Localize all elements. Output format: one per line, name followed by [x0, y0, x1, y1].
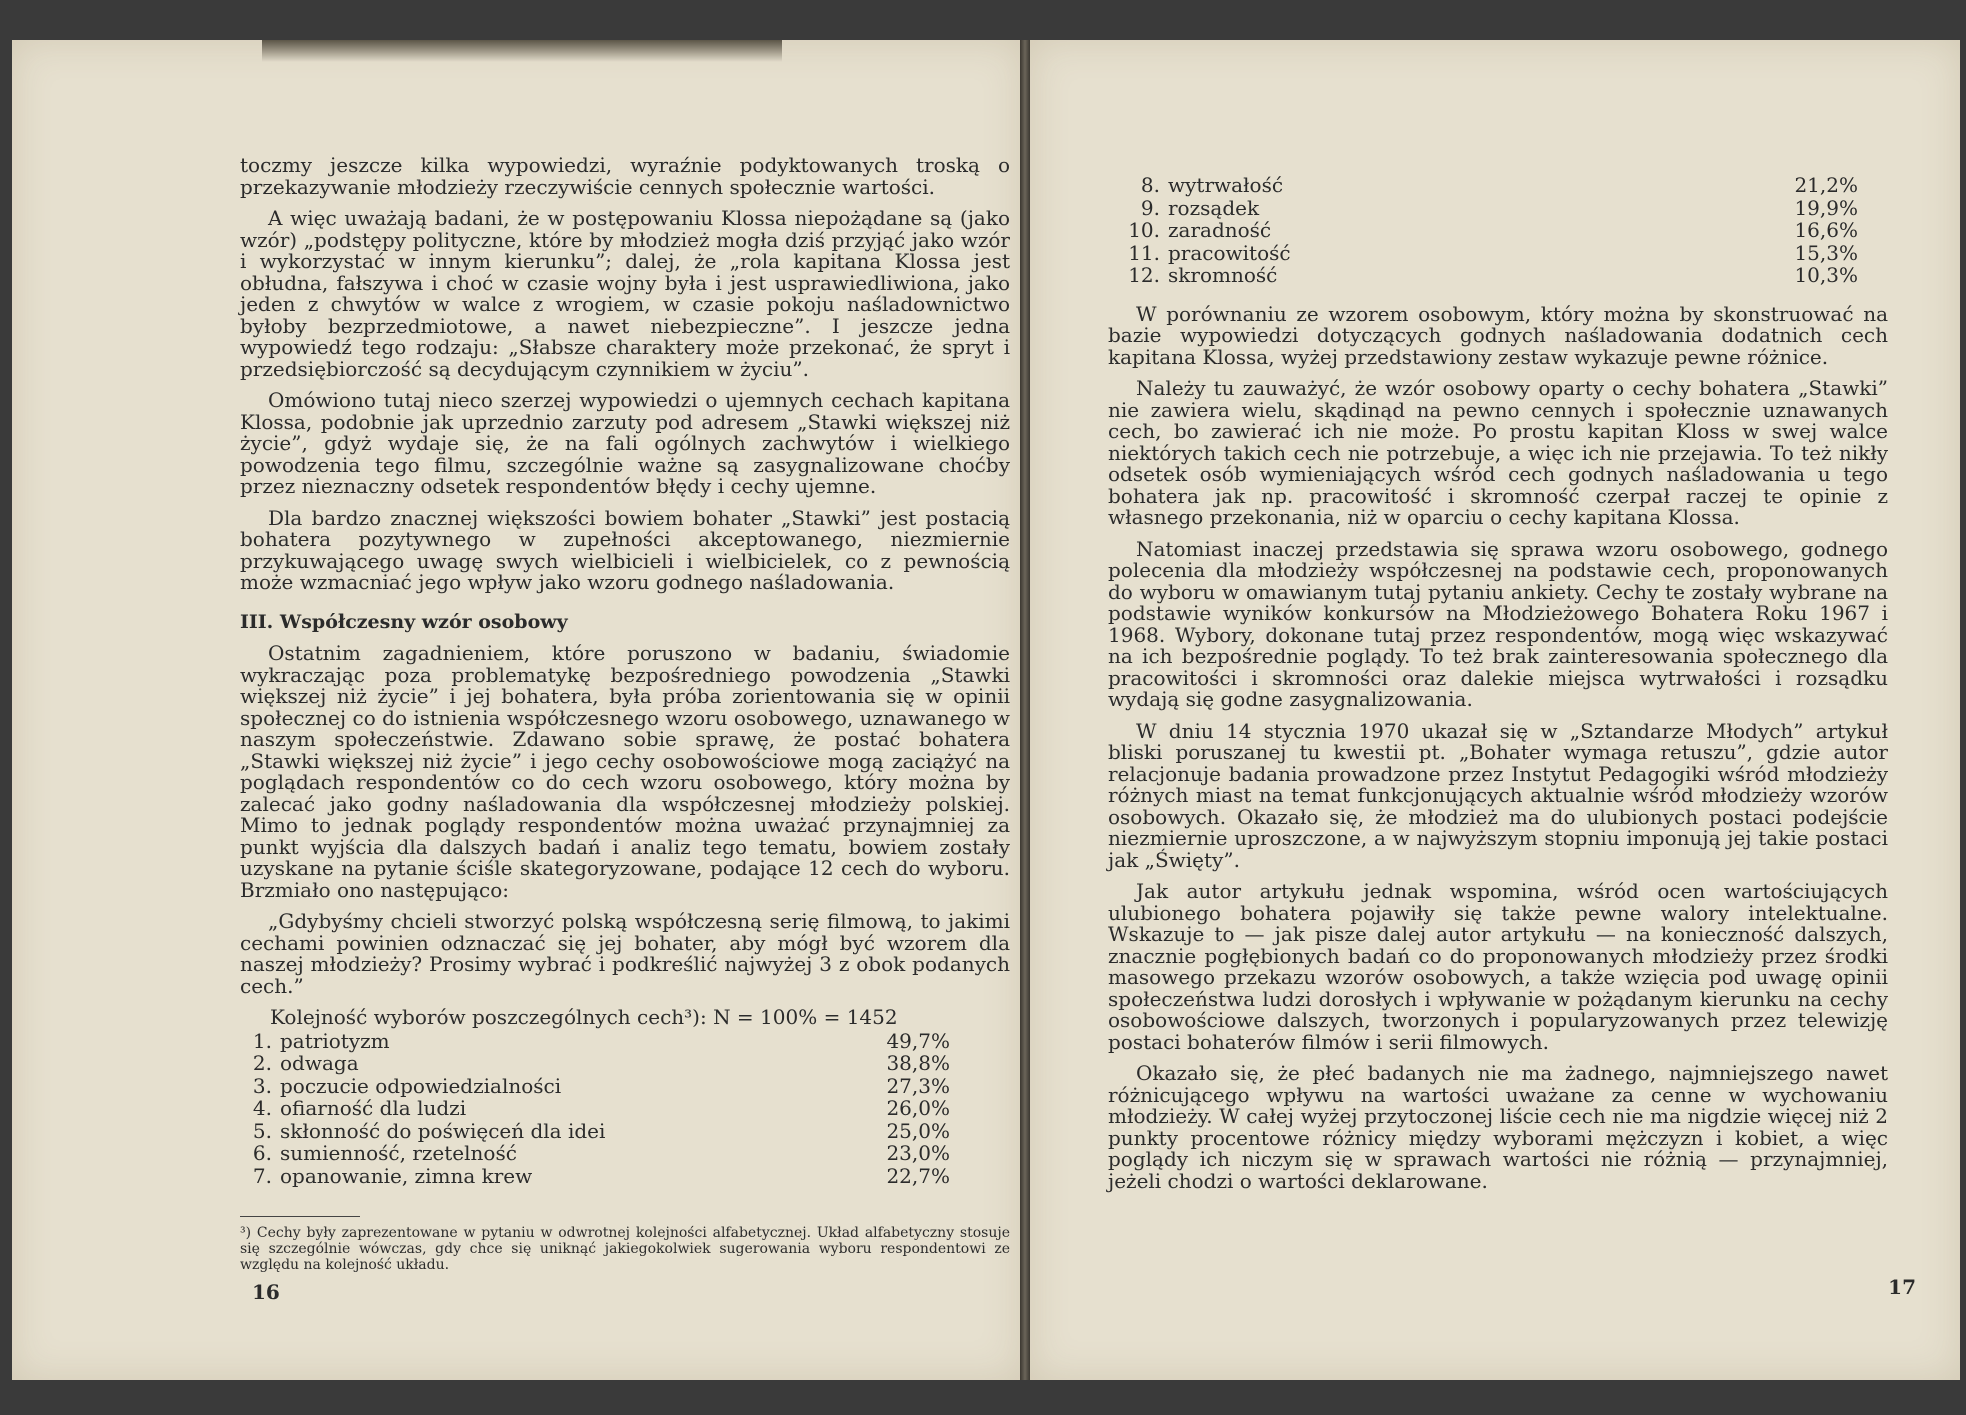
table-row — [240, 1053, 950, 1076]
survey-question: „Gdybyśmy chcieli stworzyć polską współczesną serię filmową, to jakimi cechami powinien odznaczać się jej bohater, aby mógł być wzorem dla naszej młodzieży? Prosimy wybrać i podkreślić najwyżej 3 z obok podanych cech.” — [240, 909, 1010, 998]
table-row — [1128, 220, 1858, 243]
trait-name: skromność — [1168, 263, 1278, 287]
trait-number: 12. — [1128, 263, 1160, 287]
trait-percent: 38,8% — [886, 1051, 950, 1075]
trait-percent: 16,6% — [1794, 218, 1858, 242]
trait-number: 11. — [1128, 240, 1160, 265]
footnote-divider — [240, 1216, 360, 1217]
right-text-column — [1108, 175, 1888, 1202]
trait-name: zaradność — [1168, 218, 1272, 242]
trait-percent: 23,0% — [886, 1141, 950, 1165]
table-row — [240, 1143, 950, 1166]
paragraph: W porównaniu ze wzorem osobowym, który można by skonstruować na bazie wypowiedzi dotyczących godnych naśladowania dodatnich cech kapitana Klossa, wyżej przedstawiony zestaw wykazuje pewne różnice. — [1108, 301, 1888, 369]
trait-number: 1. — [252, 1028, 272, 1053]
paragraph: toczmy jeszcze kilka wypowiedzi, wyraźnie podyktowanych troską o przekazywanie młodzieży rzeczywiście cennych społecznie wartości. — [240, 153, 1010, 199]
trait-percent: 27,3% — [886, 1073, 950, 1098]
book-spine — [1020, 40, 1030, 1380]
trait-number: 5. — [252, 1118, 272, 1143]
trait-number: 4. — [252, 1096, 272, 1120]
table-row — [240, 1031, 950, 1054]
trait-percent: 49,7% — [886, 1028, 950, 1053]
page-number: 16 — [252, 1280, 280, 1304]
trait-number: 10. — [1128, 218, 1160, 242]
table-row — [240, 1098, 950, 1121]
order-line: Kolejność wyborów poszczególnych cech³): N = 100% = 1452 — [270, 1005, 898, 1029]
trait-table — [240, 1028, 950, 1189]
trait-name: patriotyzm — [280, 1028, 390, 1053]
table-row — [240, 1166, 950, 1189]
trait-percent: 15,3% — [1794, 240, 1858, 265]
table-row — [1128, 265, 1858, 288]
right-page — [1030, 40, 1960, 1380]
trait-name: pracowitość — [1168, 240, 1291, 265]
trait-list-right — [1128, 175, 1858, 288]
paragraph: Ostatnim zagadnieniem, które poruszono w badaniu, świadomie wykraczając poza problematykę bezpośredniego powodzenia „Stawki większej niż życie” i jej bohatera, była próba zorientowania się w opinii społecznej co do istnienia współczesnego wzoru osobowego, uznawanego w naszym społeczeństwie. Zdawano sobie sprawę, że postać bohatera „Stawki większej niż życie” i jego cechy osobowościowe mogą zaciążyć na poglądach respondentów co do cech wzoru osobowego, który można by zalecać jako godny naśladowania dla współczesnej młodzieży polskiej. Mimo to jednak poglądy respondentów można uważać przynajmniej za punkt wyjścia dla dalszych badań i analiz tego tematu, bowiem zostały uzyskane na pytanie ściśle skategoryzowane, podające 12 cech do wyboru. Brzmiało ono następująco: — [240, 641, 1010, 902]
trait-percent: 22,7% — [886, 1163, 950, 1188]
paragraph: A więc uważają badani, że w postępowaniu Klossa niepożądane są (jako wzór) „podstępy polityczne, które by młodzież mogła dziś przyjąć jako wzór i wykorzystać w innym kierunku”; dalej, że „rola kapitana Klossa jest obłudna, fałszywa i choć w czasie wojny była i jest usprawiedliwiona, jako jeden z chwytów w walce z wrogiem, w czasie pokoju naśladownictwo byłoby bezprzedmiotowe, a nawet niebezpieczne”. I jeszcze jedna wypowiedź tego rodzaju: „Słabsze charaktery może przekonać, że spryt i przedsiębiorczość są decydującym czynnikiem w życiu”. — [240, 206, 1010, 381]
table-row — [1128, 243, 1858, 266]
trait-percent: 26,0% — [886, 1096, 950, 1120]
table-row — [1128, 175, 1858, 198]
trait-name: sumienność, rzetelność — [280, 1141, 517, 1165]
table-row — [240, 1121, 950, 1144]
left-page — [12, 40, 1024, 1380]
table-row — [1128, 198, 1858, 221]
trait-name: odwaga — [280, 1051, 359, 1075]
trait-percent: 19,9% — [1794, 195, 1858, 220]
trait-number: 2. — [252, 1051, 272, 1075]
paragraph: Omówiono tutaj nieco szerzej wypowiedzi o ujemnych cechach kapitana Klossa, podobnie jak uprzednio zarzuty pod adresem „Stawki większej niż życie”, gdyż wydaje się, że na fali ogólnych zachwytów i wielkiego powodzenia tego filmu, szczególnie ważne są zasygnalizowane choćby przez nieznaczny odsetek respondentów błędy i cechy ujemne. — [240, 388, 1010, 498]
paragraph: Natomiast inaczej przedstawia się sprawa wzoru osobowego, godnego polecenia dla młodzieży współczesnej na podstawie cech, proponowanych do wyboru w omawianym tutaj pytaniu ankiety. Cechy te zostały wybrane na podstawie wyników konkursów na Młodzieżowego Bohatera Roku 1967 i 1968. Wybory, dokonane tutaj przez respondentów, mogą więc wskazywać na ich bezpośrednie poglądy. To też brak zainteresowania społecznego dla pracowitości i skromności oraz dalekie miejsca wytrwałości i rozsądku wydają się godne zasygnalizowania. — [1108, 536, 1888, 711]
trait-name: rozsądek — [1168, 195, 1260, 220]
paragraph: Jak autor artykułu jednak wspomina, wśród ocen wartościujących ulubionego bohatera pojawiły się także pewne walory intelektualne. Wskazuje to — jak pisze dalej autor artykułu — na konieczność dalszych, znacznie pogłębionych badań co do proponowanych młodzieży przez środki masowego przekazu wzorów osobowych, a także wzięcia pod uwagę opinii społeczeństwa ludzi dorosłych i wpływanie w pożądanym kierunku na cechy osobowościowe dalszych, tworzonych i popularyzowanych przez telewizję postaci bohaterów filmów i serii filmowych. — [1108, 879, 1888, 1054]
paragraph: Dla bardzo znacznej większości bowiem bohater „Stawki” jest postacią bohatera pozytywnego w zupełności akceptowanego, niezmiernie przykuwającego uwagę swych wielbicieli i wielbicielek, co z pewnością może wzmacniać jego wpływ jako wzoru godnego naśladowania. — [240, 505, 1010, 594]
trait-list-left — [240, 1028, 950, 1189]
trait-name: wytrwałość — [1168, 173, 1284, 197]
trait-number: 9. — [1140, 195, 1160, 220]
trait-name: skłonność do poświęceń dla idei — [280, 1118, 606, 1143]
left-text-column — [240, 155, 1010, 1273]
page-number: 17 — [1888, 1275, 1916, 1299]
trait-name: poczucie odpowiedzialności — [280, 1073, 562, 1098]
trait-percent: 25,0% — [886, 1118, 950, 1143]
paragraph: W dniu 14 stycznia 1970 ukazał się w „Sztandarze Młodych” artykuł bliski poruszanej tu kwestii pt. „Bohater wymaga retuszu”, gdzie autor relacjonuje badania prowadzone przez Instytut Pedagogiki wśród młodzieży różnych miast na temat funkcjonujących aktualnie wśród młodzieży wzorów osobowych. Okazało się, że młodzież ma do ulubionych postaci podejście niezmiernie uproszczone, a w najwyższym stopniu imponują jej takie postaci jak „Święty”. — [1108, 718, 1888, 872]
paragraph: Należy tu zauważyć, że wzór osobowy oparty o cechy bohatera „Stawki” nie zawiera wielu, skądinąd na pewno cennych i społecznie uznawanych cech, bo zawierać ich nie może. Po prostu kapitan Kloss w swej walce niektórych takich cech nie potrzebuje, a więc ich nie przejawia. To też nikły odsetek osób wymieniających wśród cech godnych naśladowania u tego bohatera jak np. pracowitość i skromność czerpał raczej te opinie z własnego przekonania, niż w oparciu o cechy kapitana Klossa. — [1108, 376, 1888, 529]
footnote: ³) Cechy były zaprezentowane w pytaniu w odwrotnej kolejności alfabetycznej. Układ alfabetyczny stosuje się szczególnie wówczas, gdy chce się uniknąć jakiegokolwiek sugerowania wyboru respondentowi ze względu na kolejność układu. — [240, 1225, 1010, 1273]
trait-name: opanowanie, zimna krew — [280, 1163, 533, 1188]
trait-table — [1128, 175, 1858, 288]
trait-number: 3. — [252, 1073, 272, 1098]
trait-name: ofiarność dla ludzi — [280, 1096, 467, 1120]
trait-number: 8. — [1140, 173, 1160, 197]
trait-percent: 10,3% — [1794, 263, 1858, 287]
paragraph: Okazało się, że płeć badanych nie ma żadnego, najmniejszego nawet różnicującego wpływu na wartości uważane za cenne w wychowaniu młodzieży. W całej wyżej przytoczonej liście cech nie ma nigdzie więcej niż 2 punkty procentowe różnicy między wyborami mężczyzn i kobiet, a więc poglądy ich niczym się w sprawach wartości nie różnią — przynajmniej, jeżeli chodzi o wartości deklarowane. — [1108, 1061, 1888, 1193]
trait-number: 6. — [252, 1141, 272, 1165]
trait-percent: 21,2% — [1794, 173, 1858, 197]
page-stain — [262, 40, 782, 62]
table-row — [240, 1076, 950, 1099]
section-heading: III. Współczesny wzór osobowy — [240, 610, 568, 633]
trait-number: 7. — [252, 1163, 272, 1188]
